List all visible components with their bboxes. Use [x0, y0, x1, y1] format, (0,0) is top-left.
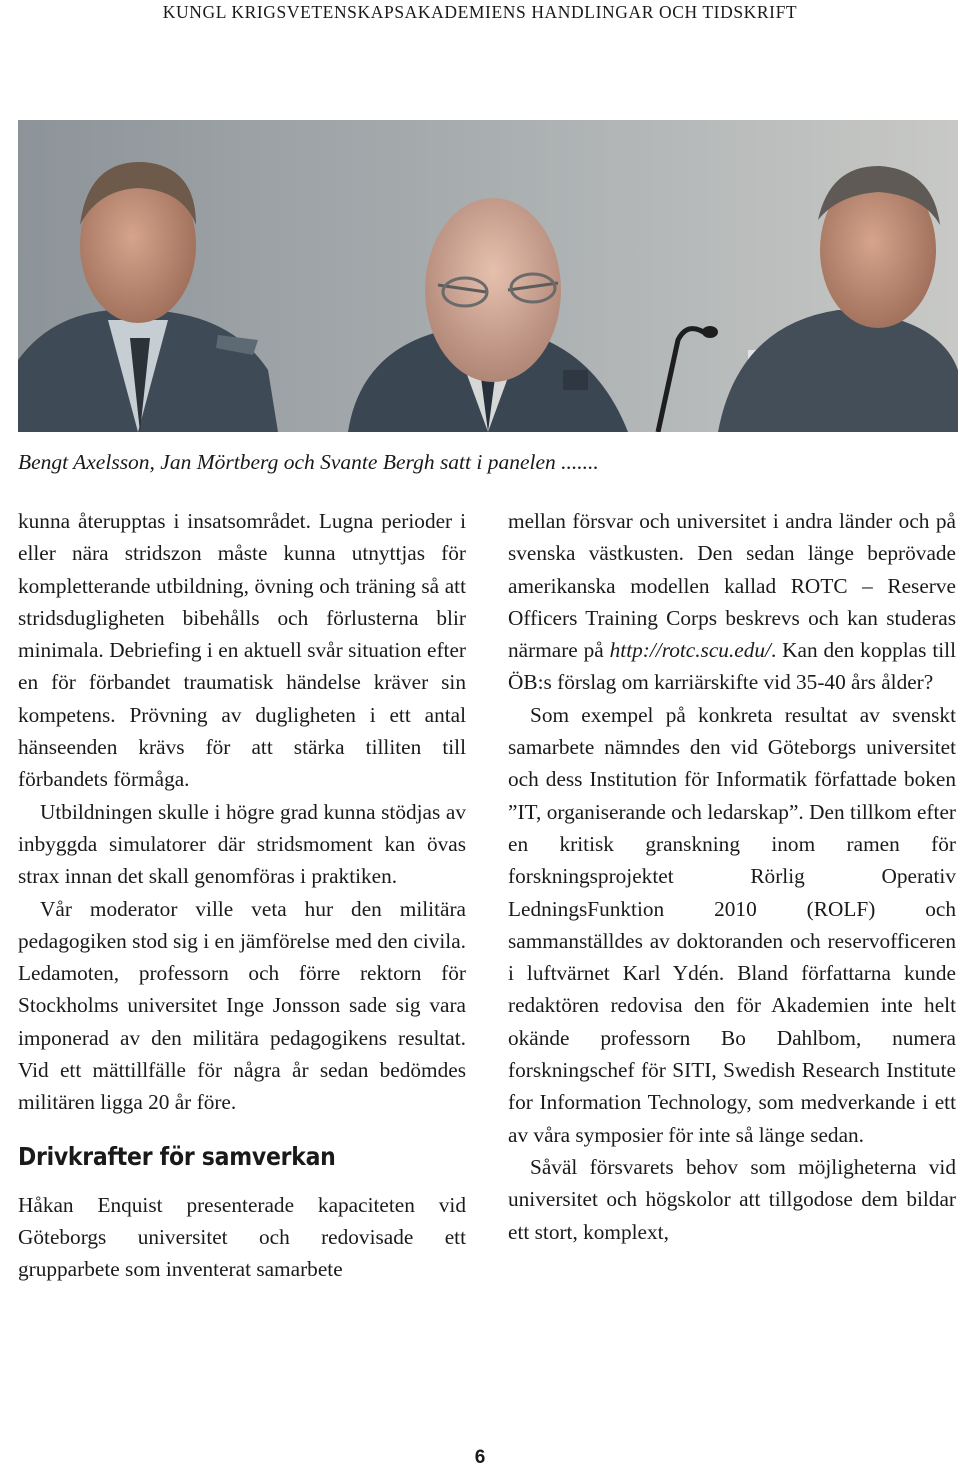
running-header: KUNGL KRIGSVETENSKAPSAKADEMIENS HANDLINGAR OCH TIDSKRIFT	[162, 2, 798, 22]
photo-caption: Bengt Axelsson, Jan Mörtberg och Svante Bergh satt i panelen .......	[18, 450, 599, 474]
page-number: 6	[474, 1447, 486, 1468]
left-column	[18, 505, 466, 1286]
paragraph: kunna återupptas i insatsområdet. Lugna perioder i eller nära stridszon måste kunna utnyttjas för kompletterande utbildning, övning och träning så att stridsdugligheten bibehålls och förlusterna blir minimala. Debriefing i en aktuell svår situation efter en för förbandet traumatisk händelse kräver sin kompetens. Prövning av dugligheten i ett antal hänseenden krävs för att stärka tilliten till förbandets förmåga.	[18, 509, 466, 792]
paragraph	[508, 505, 956, 699]
right-column	[508, 505, 956, 1248]
paragraph-text: mellan försvar och universitet i andra länder och på svenska västkusten. Den sedan länge beprövade amerikanska modellen kallad ROTC – Reserve Officers Training Corps beskrevs och kan studeras närmare på	[508, 509, 956, 663]
panel-photo	[18, 120, 958, 432]
paragraph: Som exempel på konkreta resultat av svenskt samarbete nämndes den vid Göteborgs universitet och dess Institution för Informatik författade boken ”IT, organiserande och ledarskap”. Den tillkom efter en kritisk granskning inom ramen för forskningsprojektet Rörlig Operativ LedningsFunktion 2010 (ROLF) och sammanställdes av doktoranden och reservofficeren i luftvärnet Karl Ydén. Bland författarna kunde redaktören redovisa den för Akademien inte helt okände professorn Bo Dahlbom, numera forskningschef för SITI, Swedish Research Institute for Information Technology, som medverkande i ett av våra symposier för inte så länge sedan.	[508, 702, 956, 1147]
paragraph: Vår moderator ville veta hur den militära pedagogiken stod sig i en jämförelse med den civila. Ledamoten, professorn och förre rektorn för Stockholms universitet Inge Jonsson sade sig vara imponerad av den militära pedagogikens resultat. Vid ett mättillfälle för några år sedan bedömdes militären ligga 20 år före.	[18, 896, 466, 1115]
rotc-link[interactable]: http://rotc.scu.edu/	[609, 638, 771, 663]
paragraph-text: . Kan den kopplas till ÖB:s förslag om karriärskifte vid 35-40 års ålder?	[508, 638, 956, 695]
paragraph: Utbildningen skulle i högre grad kunna stödjas av inbyggda simulatorer där stridsmoment kan övas strax innan det skall genomföras i praktiken.	[18, 799, 466, 889]
paragraph: Håkan Enquist presenterade kapaciteten vid Göteborgs universitet och redovisade ett grupparbete som inventerat samarbete	[18, 1192, 466, 1282]
paragraph: Såväl försvarets behov som möjligheterna vid universitet och högskolor att tillgodose dem bildar ett stort, komplext,	[508, 1154, 956, 1244]
section-heading: Drivkrafter för samverkan	[18, 1141, 336, 1171]
